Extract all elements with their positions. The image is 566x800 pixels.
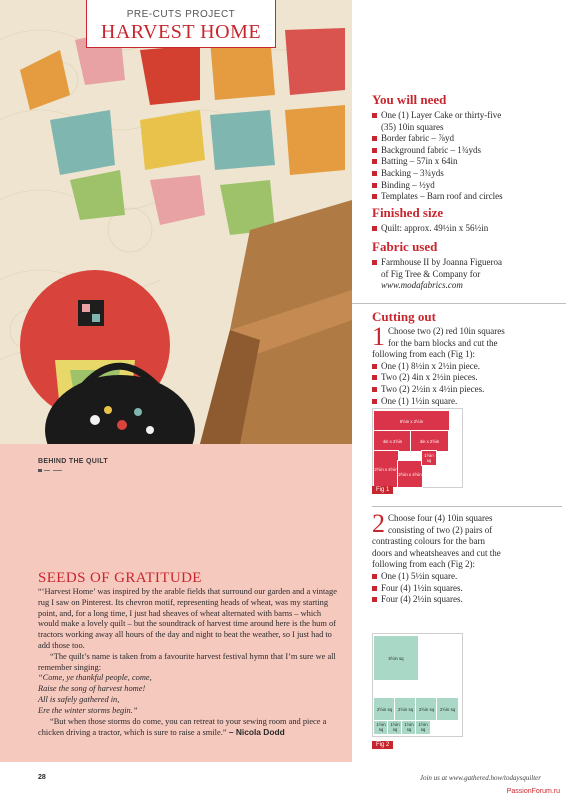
fig2-piece-small: 1½in sq	[374, 720, 388, 734]
signature: – Nicola Dodd	[226, 727, 285, 738]
hymn-line: Ere the winter storms begin.”	[38, 705, 138, 715]
header-kicker: PRE-CUTS PROJECT	[126, 9, 236, 20]
list-item: Binding – ½yd	[372, 180, 552, 192]
list-item: Farmhouse II by Joanna Figueroa	[372, 257, 552, 269]
fabric-used-line2: of Fig Tree & Company for	[381, 268, 481, 279]
list-item: Background fabric – 1¾yds	[372, 145, 552, 157]
finished-size-heading: Finished size	[372, 205, 444, 220]
step-2-number: 2	[372, 509, 385, 538]
behind-the-quilt-panel	[0, 444, 352, 762]
fig1-piece-a: 8½in x 2½in	[374, 411, 449, 431]
footer-link[interactable]: Join us at www.gathered.how/todaysquilter	[419, 774, 541, 782]
list-item: Four (4) 2½in squares.	[372, 594, 558, 606]
section-divider	[372, 506, 562, 507]
list-item: Border fabric – ⅞yd	[372, 133, 552, 145]
watermark: PassionForum.ru	[506, 788, 560, 795]
behind-title: SEEDS OF GRATITUDE	[38, 570, 202, 586]
list-item: Two (2) 4in x 2½in pieces.	[372, 372, 558, 384]
step-2	[372, 509, 558, 606]
behind-paragraph	[38, 717, 338, 740]
list-item: One (1) 5½in square.	[372, 571, 558, 583]
step-text: following from each (Fig 1):	[372, 349, 475, 360]
list-item: Templates – Barn roof and circles	[372, 191, 552, 203]
list-item: One (1) 1½in square.	[372, 396, 558, 408]
behind-body	[38, 587, 338, 739]
fabric-used-link[interactable]: www.modafabrics.com	[381, 280, 463, 291]
list-item: Four (4) 1½in squares.	[372, 583, 558, 595]
you-will-need-heading: You will need	[372, 92, 447, 107]
hymn-line: Raise the song of harvest home!	[38, 684, 146, 694]
fig-2-tag: Fig 2	[372, 741, 393, 749]
behind-paragraph: “‘Harvest Home’ was inspired by the arable fields that surround our garden and a vintage rug I saw on Pinterest. Its chevron motif, representing heads of wheat, was my starting point, and, for a long time, I just had sheaves of wheat alternated with barns – which would make a lovely quilt – but the soundtrack of harvest time around here is the hum of tractors working away all hours of the day and night to beat the weather, so I just had to add those too.	[38, 587, 337, 650]
list-item: Two (2) 2½in x 4½in pieces.	[372, 384, 558, 396]
fig2-piece-large: 5½in sq	[374, 636, 418, 680]
list-item-cont: (35) 10in squares	[381, 121, 444, 132]
hymn-line: “Come, ye thankful people, come,	[38, 673, 152, 683]
fig2-piece-medium: 2½in sq	[374, 698, 395, 720]
page-title: HARVEST HOME	[100, 21, 262, 43]
step-2-list	[372, 571, 558, 606]
fig2-piece-small: 1½in sq	[416, 720, 430, 734]
quilt-photo	[0, 0, 352, 444]
behind-kicker: BEHIND THE QUILT	[38, 458, 109, 465]
list-item: One (1) 8½in x 2½in piece.	[372, 361, 558, 373]
step-1	[372, 322, 558, 351]
figure-1	[372, 408, 463, 488]
step-1-list	[372, 361, 558, 407]
cutting-out-section	[372, 309, 558, 407]
fig1-piece-c1: 2½in x 4½in	[374, 451, 398, 487]
fabric-used-heading: Fabric used	[372, 239, 438, 254]
fabric-used-list	[372, 257, 552, 269]
cutting-out-heading: Cutting out	[372, 309, 436, 324]
you-will-need-section	[372, 92, 552, 203]
step-text: contrasting colours for the barn	[372, 536, 485, 547]
step-text: Choose two (2) red 10in squares	[388, 326, 505, 336]
fig1-piece-b1: 4in x 2½in	[374, 431, 411, 451]
fig2-piece-medium: 2½in sq	[416, 698, 437, 720]
step-text: doors and wheatsheaves and cut the	[372, 547, 501, 558]
figure-2	[372, 633, 463, 737]
fig2-piece-medium: 2½in sq	[437, 698, 458, 720]
behind-closing: “But when those storms do come, you can retreat to your sewing room and piece a chicken driving a tractor, which is sure to raise a smile.”	[38, 716, 327, 738]
you-will-need-list	[372, 110, 552, 203]
hymn-line: All is safely gathered in,	[38, 694, 120, 704]
finished-size-section	[372, 205, 552, 235]
fig2-piece-small: 1½in sq	[402, 720, 416, 734]
fig-1-tag: Fig 1	[372, 486, 393, 494]
fig1-piece-b2: 4in x 2½in	[411, 431, 448, 451]
fig2-piece-small: 1½in sq	[388, 720, 402, 734]
dash-decoration	[38, 469, 64, 472]
header-box	[86, 0, 276, 48]
finished-size-list	[372, 223, 552, 235]
fig2-piece-medium: 2½in sq	[395, 698, 416, 720]
list-item: One (1) Layer Cake or thirty-five	[372, 110, 552, 122]
fig1-piece-c2: 2½in x 4½in	[398, 461, 422, 487]
step-text: consisting of two (2) pairs of	[388, 524, 493, 535]
step-text: Choose four (4) 10in squares	[388, 513, 493, 523]
fabric-used-section	[372, 239, 552, 292]
list-item: Batting – 57in x 64in	[372, 156, 552, 168]
section-divider	[352, 303, 566, 304]
step-text: for the barn blocks and cut the	[388, 337, 498, 348]
list-item: Backing – 3¾yds	[372, 168, 552, 180]
step-1-number: 1	[372, 322, 385, 351]
list-item: Quilt: approx. 49½in x 56½in	[372, 223, 552, 235]
step-text: following from each (Fig 2):	[372, 559, 475, 570]
page-number: 28	[38, 774, 46, 781]
step-2-row	[372, 509, 558, 538]
fig1-piece-d: 1½in sq	[422, 451, 436, 465]
behind-paragraph: “The quilt’s name is taken from a favourite harvest festival hymn that I’m sure we all remember singing:	[38, 651, 336, 672]
